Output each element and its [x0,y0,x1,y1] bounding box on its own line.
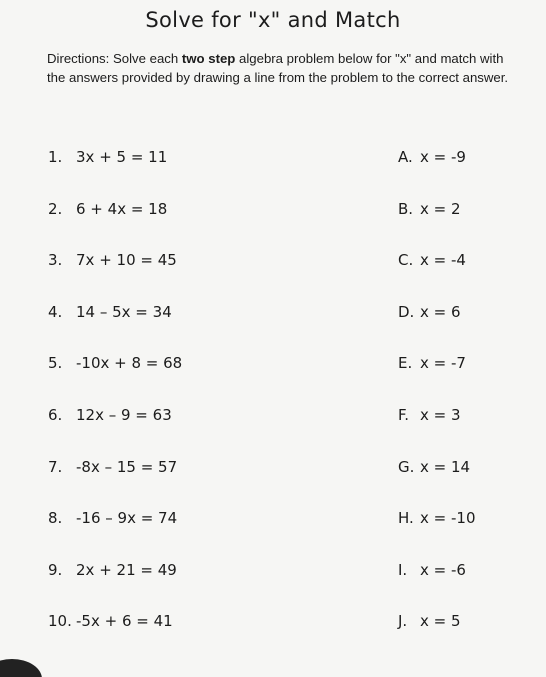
problem-row [0,561,546,583]
problem-item [48,509,177,527]
answer-letter: J. [398,612,408,630]
answer-letter: H. [398,509,414,527]
problem-number: 8. [48,509,63,527]
problem-equation: -10x + 8 = 68 [76,354,183,372]
problem-row [0,200,546,222]
problem-number: 2. [48,200,63,218]
answer-item [398,148,466,166]
answer-value: x = 2 [420,200,461,218]
problem-equation: 12x – 9 = 63 [76,406,172,424]
directions-emphasis: two step [181,51,236,66]
problem-number: 1. [48,148,63,166]
problem-number: 5. [48,354,63,372]
problem-equation: 3x + 5 = 11 [76,148,168,166]
problem-number: 7. [48,458,63,476]
answer-item [398,303,461,321]
answer-value: x = -6 [420,561,466,579]
problem-equation: -8x – 15 = 57 [76,458,178,476]
problem-item [48,406,172,424]
answer-value: x = -9 [420,148,466,166]
answer-letter: B. [398,200,414,218]
directions-rest: algebra problem below for "x" and match with the answers provided by drawing a line from the problem to the correct answer. [47,51,509,85]
directions-lead: Directions: Solve each [47,51,182,66]
answer-item [398,612,461,630]
problem-number: 4. [48,303,63,321]
answer-item [398,251,466,269]
problem-number: 10. [48,612,72,630]
problem-row [0,354,546,376]
corner-shadow [0,659,42,677]
problem-row [0,251,546,273]
answer-item [398,406,461,424]
problem-item [48,303,172,321]
answer-letter: F. [398,406,409,424]
answer-value: x = 14 [420,458,471,476]
problem-row [0,612,546,634]
problem-row [0,458,546,480]
problem-equation: 14 – 5x = 34 [76,303,172,321]
answer-value: x = 3 [420,406,461,424]
answer-value: x = 5 [420,612,461,630]
answer-item [398,458,470,476]
answer-letter: A. [398,148,413,166]
problem-item [48,561,177,579]
problem-equation: 2x + 21 = 49 [76,561,177,579]
answer-value: x = -4 [420,251,466,269]
problem-number: 3. [48,251,63,269]
problem-row [0,303,546,325]
answer-letter: G. [398,458,415,476]
problem-number: 6. [48,406,63,424]
problem-number: 9. [48,561,63,579]
answer-value: x = -10 [420,509,476,527]
problem-item [48,458,177,476]
problem-item [48,251,177,269]
problem-equation: 7x + 10 = 45 [76,251,177,269]
problem-row [0,509,546,531]
problem-equation: -5x + 6 = 41 [76,612,173,630]
answer-item [398,561,466,579]
answer-value: x = 6 [420,303,461,321]
answer-letter: I. [398,561,408,579]
worksheet-title: Solve for "x" and Match [145,8,401,32]
problem-equation: 6 + 4x = 18 [76,200,168,218]
problem-item [48,200,167,218]
directions-text [47,50,517,87]
answer-item [398,354,466,372]
answer-item [398,509,475,527]
answer-value: x = -7 [420,354,466,372]
problem-row [0,148,546,170]
problem-equation: -16 – 9x = 74 [76,509,178,527]
problem-item [48,354,182,372]
problem-row [0,406,546,428]
answer-letter: E. [398,354,413,372]
problem-item [48,612,173,630]
answer-letter: C. [398,251,414,269]
answer-letter: D. [398,303,415,321]
problem-item [48,148,167,166]
answer-item [398,200,461,218]
